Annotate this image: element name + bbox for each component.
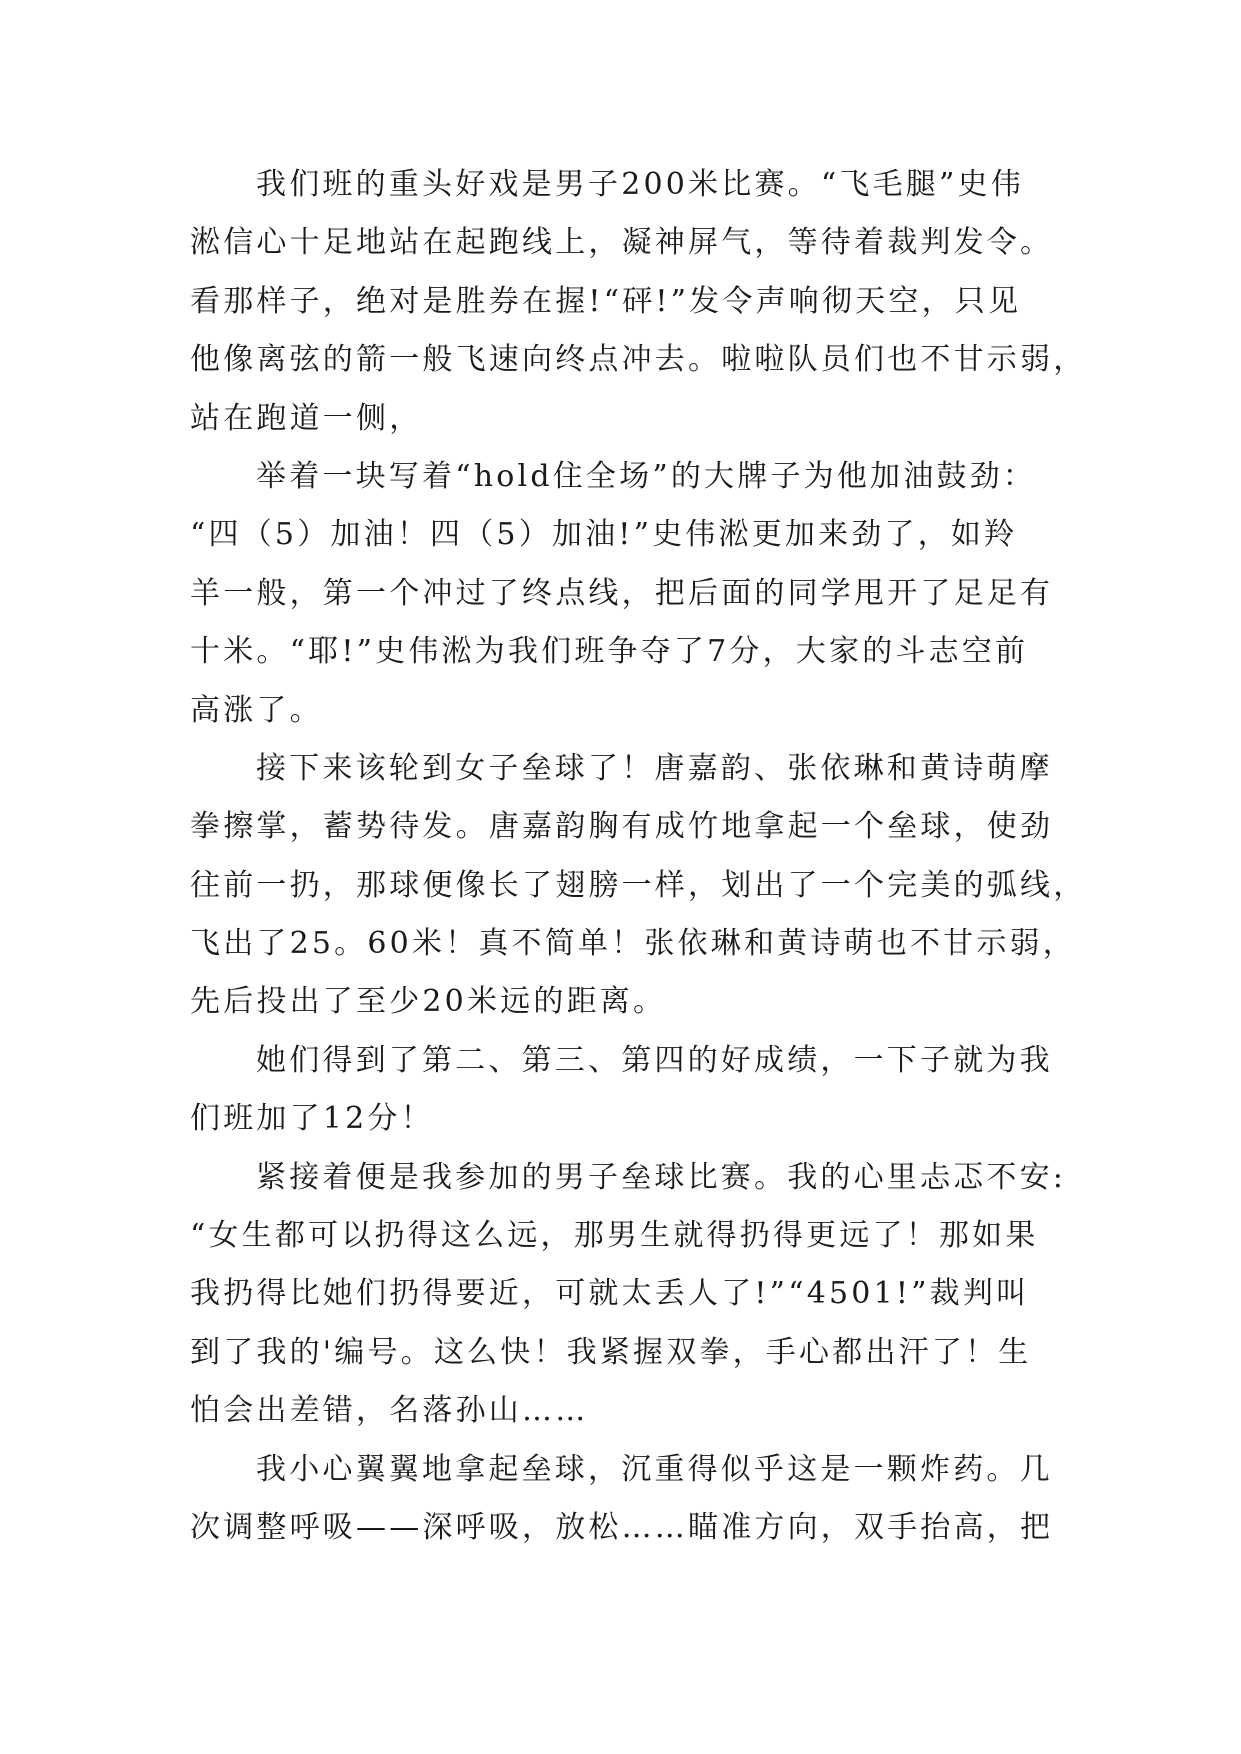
text-line: 举着一块写着“hold住全场”的大牌子为他加油鼓劲： xyxy=(256,458,1037,494)
text-line: 往前一扔，那球便像长了翅膀一样，划出了一个完美的弧线， xyxy=(190,867,1087,903)
text-line: 看那样子，绝对是胜券在握!“砰!”发令声响彻天空，只见 xyxy=(190,283,1022,319)
text-line: 我扔得比她们扔得要近，可就太丢人了!”“4501!”裁判叫 xyxy=(190,1276,1030,1312)
text-line: “四（5）加油！四（5）加油!”史伟淞更加来劲了，如羚 xyxy=(190,517,1018,553)
text-line: 淞信心十足地站在起跑线上，凝神屏气，等待着裁判发令。 xyxy=(190,225,1054,261)
text-line: 我小心翼翼地拿起垒球，沉重得似乎这是一颗炸药。几 xyxy=(256,1451,1053,1487)
text-line: 我们班的重头好戏是男子200米比赛。“飞毛腿”史伟 xyxy=(256,167,1024,202)
text-line: 高涨了。 xyxy=(190,692,323,728)
text-line: 站在跑道一侧， xyxy=(190,400,423,436)
essay-body xyxy=(190,156,1087,1557)
text-line: 们班加了12分！ xyxy=(190,1101,434,1137)
text-line: 先后投出了至少20米远的距离。 xyxy=(190,984,667,1020)
text-line: 飞出了25。60米！真不简单！张依琳和黄诗萌也不甘示弱， xyxy=(190,926,1076,962)
text-line: 十米。“耶!”史伟淞为我们班争夺了7分，大家的斗志空前 xyxy=(190,634,1029,670)
text-line: “女生都可以扔得这么远，那男生就得扔得更远了！那如果 xyxy=(190,1218,1039,1254)
text-line: 紧接着便是我参加的男子垒球比赛。我的心里忐忑不安: xyxy=(256,1159,1067,1195)
text-line: 拳擦掌，蓄势待发。唐嘉韵胸有成竹地拿起一个垒球，使劲 xyxy=(190,809,1054,845)
text-line: 羊一般，第一个冲过了终点线，把后面的同学甩开了足足有 xyxy=(190,575,1054,611)
text-line: 她们得到了第二、第三、第四的好成绩，一下子就为我 xyxy=(256,1042,1053,1078)
text-line: 怕会出差错，名落孙山…… xyxy=(190,1393,589,1429)
text-line: 他像离弦的箭一般飞速向终点冲去。啦啦队员们也不甘示弱， xyxy=(190,342,1087,378)
text-line: 接下来该轮到女子垒球了！唐嘉韵、张依琳和黄诗萌摩 xyxy=(256,750,1053,786)
text-line: 次调整呼吸——深呼吸，放松……瞄准方向，双手抬高，把 xyxy=(190,1509,1054,1545)
text-line: 到了我的'编号。这么快！我紧握双拳，手心都出汗了！生 xyxy=(190,1334,1032,1370)
